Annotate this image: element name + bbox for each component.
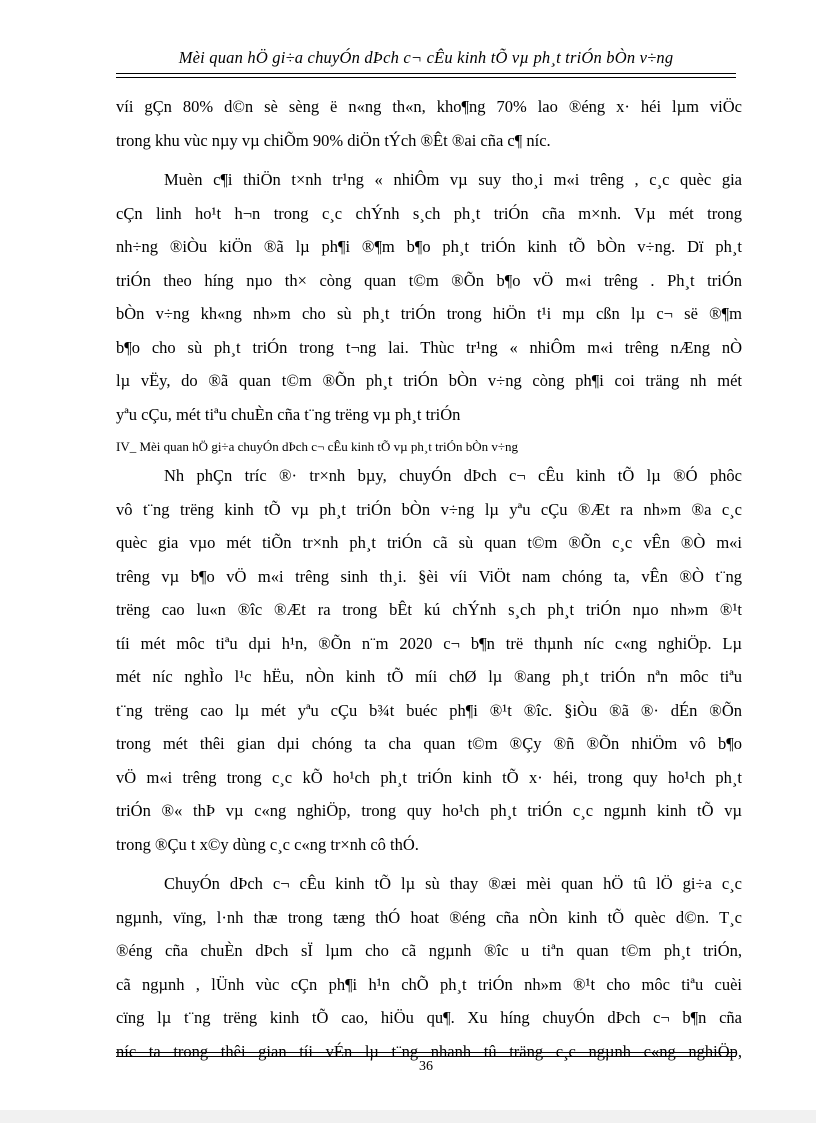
text-line: trong mét thêi gian dµi chóng ta cha quan t©m ®Çy ®ñ ®Õn nhiÖm vô b¶o — [116, 734, 742, 753]
text-line: lµ vËy, do ®ã quan t©m ®Õn ph¸t triÓn bÒn v÷ng còng ph¶i coi träng nh mét — [116, 371, 742, 390]
footer-rule — [116, 1052, 736, 1053]
running-header-title: Mèi quan hÖ gi÷a chuyÓn dÞch c¬ cÊu kinh tÕ vµ ph¸t triÓn bÒn v÷ng — [178, 48, 674, 67]
text-line: b¶o cho sù ph¸t triÓn trong t¬ng lai. Thùc tr¹ng « nhiÔm m«i trêng nÆng nÒ — [116, 337, 742, 357]
text-line: ngµnh, vïng, l·nh thæ trong tæng thÓ hoat ®éng cña nÒn kinh tÕ quèc d©n. T¸c — [116, 907, 742, 927]
text-line: vÖ m«i trêng trong c¸c kÕ ho¹ch ph¸t triÓn kinh tÕ x· héi, trong quy ho¹ch ph¸t — [116, 767, 742, 787]
page-number: 36 — [419, 1059, 433, 1074]
text-line: bÒn v÷ng kh«ng nh»m cho sù ph¸t triÓn trong hiÖn t¹i mµ cßn lµ c¬ së ®¶m — [116, 304, 742, 323]
text-line: Nh phÇn tríc ®· tr×nh bµy, chuyÓn dÞch c¬ cÊu kinh tÕ lµ ®Ó phôc — [164, 466, 742, 485]
page-bottom-strip — [0, 1110, 816, 1123]
text-line: víi gÇn 80% d©n sè sèng ë n«ng th«n, kho¶ng 70% lao ®éng x· héi lµm viÖc — [116, 97, 742, 116]
section-heading: IV_ Mèi quan hÖ gi÷a chuyÓn dÞch c¬ cÊu kinh tÕ vµ ph¸t triÓn bÒn v÷ng — [116, 439, 519, 454]
header-rule-double — [116, 77, 736, 78]
text-line: t¨ng trëng cao lµ mét yªu cÇu b¾t buéc ph¶i ®¹t ®îc. §iÒu ®ã ®· dÉn ®Õn — [116, 700, 742, 720]
text-line: tíi mét môc tiªu dµi h¹n, ®Õn n¨m 2020 c¬ b¶n trë thµnh níc c«ng nghiÖp. Lµ — [116, 633, 742, 653]
header-rule — [116, 73, 736, 74]
text-line: Muèn c¶i thiÖn t×nh tr¹ng « nhiÔm vµ suy tho¸i m«i trêng , c¸c quèc gia — [164, 170, 742, 189]
text-line: trëng cao lu«n ®îc ®Æt ra trong bÊt kú chÝnh s¸ch ph¸t triÓn nµo nh»m ®¹t — [116, 600, 742, 619]
text-line: ®éng cña chuÈn dÞch sÏ lµm cho cã ngµnh ®îc u tiªn quan t©m ph¸t triÓn, — [116, 941, 742, 960]
text-line: nh÷ng ®iÒu kiÖn ®ã lµ ph¶i ®¶m b¶o ph¸t triÓn kinh tÕ bÒn v÷ng. Dï ph¸t — [116, 237, 742, 256]
text-line: trong ®Çu t x©y dùng c¸c c«ng tr×nh cô thÓ. — [116, 834, 419, 854]
footer-rule-double — [116, 1056, 736, 1057]
page-body — [116, 90, 742, 1068]
text-line: triÓn ®« thÞ vµ c«ng nghiÖp, trong quy ho¹ch ph¸t triÓn c¸c ngµnh kinh tÕ vµ — [116, 801, 742, 820]
text-line: ChuyÓn dÞch c¬ cÊu kinh tÕ lµ sù thay ®æi mèi quan hÖ tû lÖ gi÷a c¸c — [164, 874, 742, 893]
text-line: vô t¨ng trëng kinh tÕ vµ ph¸t triÓn bÒn v÷ng lµ yªu cÇu ®Æt ra nh»m ®a c¸c — [116, 499, 742, 519]
text-line: quèc gia vµo mét tiÕn tr×nh ph¸t triÓn cã sù quan t©m ®Õn c¸c vÊn ®Ò m«i — [116, 533, 742, 552]
text-line: níc ta trong thêi gian tíi vÉn lµ t¨ng nhanh tû träng c¸c ngµnh c«ng nghiÖp, — [116, 1041, 742, 1061]
text-line: cïng lµ t¨ng trëng kinh tÕ cao, hiÖu qu¶. Xu híng chuyÓn dÞch c¬ b¶n cña — [116, 1008, 742, 1027]
text-line: mét níc nghÌo l¹c hËu, nÒn kinh tÕ míi chØ lµ ®ang ph¸t triÓn nªn môc tiªu — [116, 667, 742, 686]
text-line: triÓn theo híng nµo th× còng quan t©m ®Õn b¶o vÖ m«i trêng . Ph¸t triÓn — [116, 270, 742, 290]
text-line: trong khu vùc nµy vµ chiÕm 90% diÖn tÝch ®Êt ®ai cña c¶ níc. — [116, 130, 551, 150]
text-line: yªu cÇu, mét tiªu chuÈn cña t¨ng trëng vµ ph¸t triÓn — [116, 404, 461, 424]
text-line: trêng vµ b¶o vÖ m«i trêng sinh th¸i. §èi víi ViÖt nam chóng ta, vÊn ®Ò t¨ng — [116, 566, 742, 586]
text-line: cÇn linh ho¹t h¬n trong c¸c chÝnh s¸ch ph¸t triÓn cña m×nh. Vµ mét trong — [116, 203, 742, 223]
text-line: cã ngµnh , lÜnh vùc cÇn ph¶i h¹n chÕ ph¸t triÓn nh»m ®¹t cho môc tiªu cuèi — [116, 974, 742, 994]
